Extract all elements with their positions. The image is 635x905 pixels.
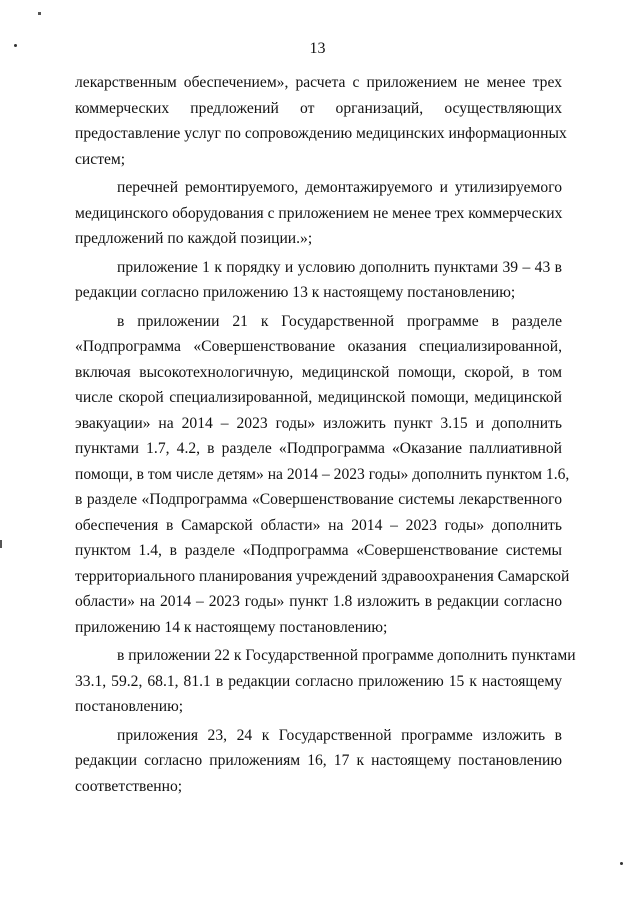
text-line: предоставление услуг по сопровождению медицинских информационных	[75, 125, 567, 142]
document-body	[75, 70, 576, 802]
text-line: приложение 1 к порядку и условию дополнить пунктами 39 – 43 в	[117, 258, 562, 276]
scan-artifact	[38, 12, 41, 15]
text-line: в приложении 22 к Государственной программе дополнить пунктами	[117, 647, 576, 664]
text-line: числе скорой специализированной, медицинской помощи, медицинской	[75, 389, 562, 406]
text-line: в приложении 21 к Государственной программе в разделе	[117, 312, 562, 330]
text-line: соответственно;	[75, 777, 183, 795]
scan-artifact	[0, 540, 2, 548]
text-line: предложений по каждой позиции.»;	[75, 230, 313, 247]
text-line: обеспечения в Самарской области» на 2014 – 2023 годы» дополнить	[75, 516, 562, 534]
text-line: редакции согласно приложению 13 к настоящему постановлению;	[75, 284, 516, 301]
text-line: постановлению;	[75, 698, 184, 715]
text-line: 33.1, 59.2, 68.1, 81.1 в редакции согласно приложению 15 к настоящему	[75, 672, 562, 690]
text-line: эвакуации» на 2014 – 2023 годы» изложить пункт 3.15 и дополнить	[75, 414, 562, 432]
text-line: пунктом 1.4, в разделе «Подпрограмма «Совершенствование системы	[75, 542, 562, 559]
paragraph	[75, 70, 567, 172]
text-line: систем;	[75, 150, 126, 168]
text-line: приложению 14 к настоящему постановлению;	[75, 618, 388, 636]
text-line: коммерческих предложений от организаций, осуществляющих	[75, 99, 562, 117]
paragraph	[75, 255, 562, 306]
text-line: помощи, в том числе детям» на 2014 – 2023 годы» дополнить пунктом 1.6,	[75, 465, 570, 483]
text-line: медицинского оборудования с приложением не менее трех коммерческих	[75, 204, 563, 222]
text-line: редакции согласно приложениям 16, 17 к настоящему постановлению	[75, 752, 562, 769]
scan-artifact	[14, 44, 17, 47]
text-line: приложения 23, 24 к Государственной программе изложить в	[117, 726, 562, 744]
paragraph	[75, 309, 570, 641]
text-line: территориального планирования учреждений здравоохранения Самарской	[75, 567, 570, 585]
page-number: 13	[309, 40, 326, 57]
scan-artifact	[620, 862, 623, 865]
text-line: лекарственным обеспечением», расчета с приложением не менее трех	[75, 74, 562, 91]
paragraph	[75, 643, 576, 720]
text-line: в разделе «Подпрограмма «Совершенствование системы лекарственного	[75, 491, 562, 508]
text-line: включая высокотехнологичную, медицинской помощи, скорой, в том	[75, 363, 562, 381]
paragraph	[75, 723, 562, 800]
text-line: пунктами 1.7, 4.2, в разделе «Подпрограмма «Оказание паллиативной	[75, 440, 562, 457]
text-line: «Подпрограмма «Совершенствование оказания специализированной,	[75, 338, 562, 355]
text-line: области» на 2014 – 2023 годы» пункт 1.8 изложить в редакции согласно	[75, 593, 562, 610]
paragraph	[75, 175, 562, 252]
text-line: перечней ремонтируемого, демонтажируемого и утилизируемого	[117, 179, 562, 196]
